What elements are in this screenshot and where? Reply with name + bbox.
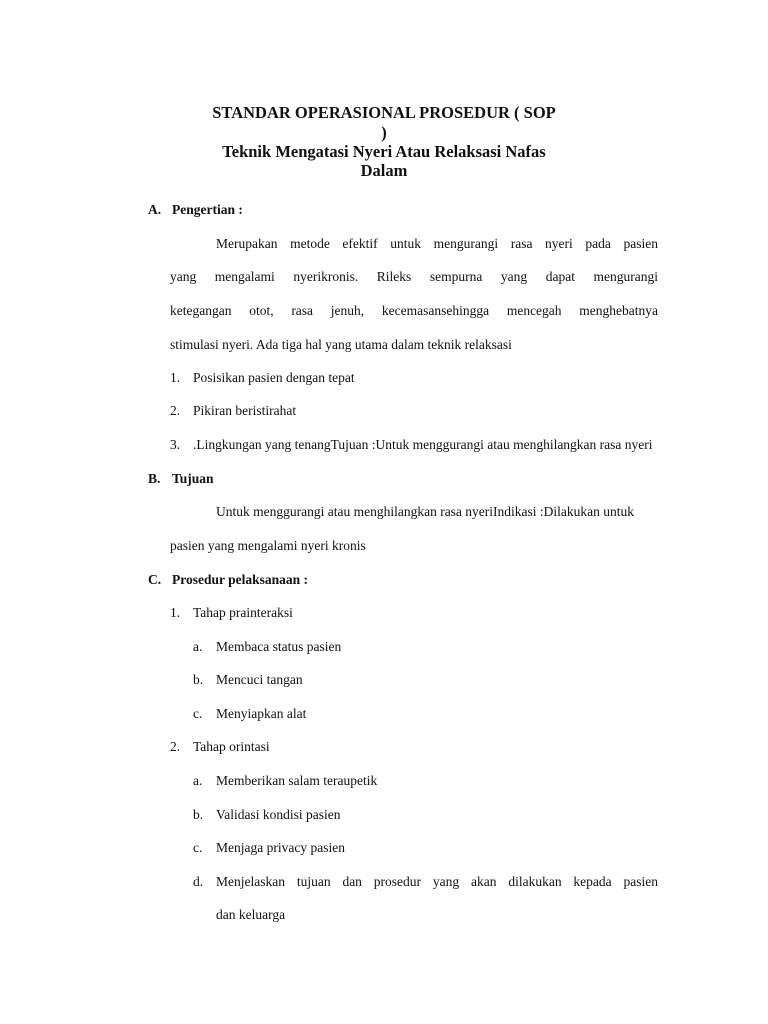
sub-item-marker: b.: [193, 672, 204, 687]
sub-item-marker: a.: [193, 639, 203, 654]
step-marker: 1.: [170, 605, 181, 620]
sub-item: Memberikan salam teraupetik: [216, 773, 378, 788]
step-marker: 2.: [170, 739, 181, 754]
sub-item: Validasi kondisi pasien: [216, 807, 341, 822]
sub-item: Menjelaskan tujuan dan prosedur yang akan dilakukan kepada pasien: [216, 874, 658, 889]
sub-item-marker: b.: [193, 807, 204, 822]
document-subtitle-line-1: Teknik Mengatasi Nyeri Atau Relaksasi Nafas: [222, 142, 546, 161]
list-item: .Lingkungan yang tenangTujuan :Untuk menggurangi atau menghilangkan rasa nyeri: [193, 437, 653, 452]
step-title: Tahap orintasi: [193, 739, 270, 754]
sub-item-marker: c.: [193, 706, 203, 721]
sub-item-marker: d.: [193, 874, 204, 889]
list-item-marker: 2.: [170, 403, 181, 418]
section-b-heading: Tujuan: [172, 471, 214, 486]
section-b-paragraph-line: Untuk menggurangi atau menghilangkan rasa nyeriIndikasi :Dilakukan untuk: [216, 504, 635, 519]
list-item: Pikiran beristirahat: [193, 403, 297, 418]
section-a-paragraph-line: yang mengalami nyerikronis. Rileks sempurna yang dapat mengurangi: [170, 269, 658, 284]
section-b-paragraph-line: pasien yang mengalami nyeri kronis: [170, 538, 366, 553]
sub-item: Menyiapkan alat: [216, 706, 307, 721]
sub-item: Membaca status pasien: [216, 639, 342, 654]
sub-item-continuation: dan keluarga: [216, 907, 286, 922]
list-item-marker: 3.: [170, 437, 181, 452]
sub-item-marker: a.: [193, 773, 203, 788]
sub-item-marker: c.: [193, 840, 203, 855]
section-a-heading: Pengertian :: [172, 202, 243, 217]
section-a-paragraph-line: ketegangan otot, rasa jenuh, kecemasansehingga mencegah menghebatnya: [170, 303, 658, 318]
section-a-paragraph-line: stimulasi nyeri. Ada tiga hal yang utama dalam teknik relaksasi: [170, 337, 512, 352]
document-subtitle-line-2: Dalam: [360, 161, 408, 180]
document-title-line-1: STANDAR OPERASIONAL PROSEDUR ( SOP: [212, 103, 556, 122]
section-a-marker: A.: [148, 202, 162, 217]
sub-item: Menjaga privacy pasien: [216, 840, 345, 855]
list-item: Posisikan pasien dengan tepat: [193, 370, 355, 385]
section-b-marker: B.: [148, 471, 161, 486]
list-item-marker: 1.: [170, 370, 181, 385]
section-c-marker: C.: [148, 572, 162, 587]
step-title: Tahap prainteraksi: [193, 605, 293, 620]
sub-item: Mencuci tangan: [216, 672, 303, 687]
section-c-heading: Prosedur pelaksanaan :: [172, 572, 309, 587]
section-a-paragraph-line: Merupakan metode efektif untuk mengurangi rasa nyeri pada pasien: [216, 236, 658, 251]
document-title-line-2: ): [381, 123, 387, 142]
